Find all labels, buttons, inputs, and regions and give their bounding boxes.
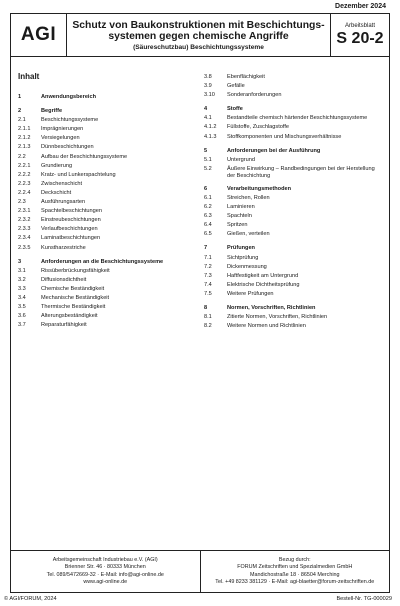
toc-entry: [204, 263, 384, 272]
toc-entry-title: Füllstoffe, Zuschlagstoffe: [227, 124, 289, 131]
toc-entry-number: 6.5: [204, 231, 212, 238]
toc-entry-number: 7.1: [204, 254, 212, 261]
toc-entry-number: 8.2: [204, 323, 212, 330]
toc-entry-title: Verarbeitungsmethoden: [227, 185, 292, 192]
toc-entry-title: Chemische Beständigkeit: [41, 285, 105, 292]
toc-entry: [204, 82, 384, 91]
toc-entry-number: 4.1.2: [204, 124, 217, 131]
toc-entry-title: Untergrund: [227, 156, 255, 163]
toc-entry-number: 2.3.1: [18, 208, 31, 215]
toc-entry-number: 8.1: [204, 314, 212, 321]
toc-entry: [18, 258, 198, 267]
toc-entry: [204, 304, 384, 313]
toc-entry: [204, 147, 384, 156]
toc-entry: [18, 162, 198, 171]
toc-entry-title: Laminatbeschichtungen: [41, 235, 101, 242]
table-of-contents: [10, 57, 390, 551]
toc-entry: [204, 272, 384, 281]
toc-entry-title: Zitierte Normen, Vorschriften, Richtlinien: [227, 314, 328, 321]
agi-logo: AGI: [11, 14, 67, 56]
toc-entry: [18, 267, 198, 276]
toc-entry: [204, 281, 384, 290]
toc-entry-title: Zwischenschicht: [41, 180, 83, 187]
toc-entry-title: Spachteln: [227, 213, 252, 220]
toc-entry: [204, 212, 384, 221]
toc-entry-number: 2.3.4: [18, 235, 31, 242]
toc-entry-number: 5: [204, 147, 208, 154]
toc-entry: [204, 313, 384, 322]
toc-entry-number: 6.4: [204, 222, 212, 229]
toc-entry: [18, 171, 198, 180]
toc-entry-number: 3.3: [18, 285, 26, 292]
toc-entry-number: 2.3: [18, 199, 26, 206]
toc-entry-title: Versiegelungen: [41, 135, 80, 142]
toc-entry-number: 7.5: [204, 290, 212, 297]
toc-entry-number: 3.6: [18, 313, 26, 320]
toc-entry-title: Sonderanforderungen: [227, 92, 282, 99]
toc-entry-title: Prüfungen: [227, 245, 255, 252]
toc-entry-title: Streichen, Rollen: [227, 194, 270, 201]
toc-entry-title: Ausführungsarten: [41, 199, 86, 206]
toc-entry: [18, 143, 198, 152]
toc-entry-number: 2.3.5: [18, 244, 31, 251]
toc-entry-number: 2: [18, 108, 22, 115]
toc-entry-number: 7.4: [204, 281, 212, 288]
toc-entry: [204, 203, 384, 212]
issue-date: Dezember 2024: [335, 3, 386, 10]
toc-entry-title: Begriffe: [41, 108, 63, 115]
footer-line: Bezug durch:: [278, 557, 311, 564]
toc-entry-title: Aufbau der Beschichtungssysteme: [41, 153, 128, 160]
toc-entry-number: 4.1: [204, 115, 212, 122]
toc-entry-number: 2.2.4: [18, 189, 31, 196]
publisher-info: [11, 551, 201, 592]
toc-entry: [18, 180, 198, 189]
toc-entry-title: Weitere Normen und Richtlinien: [227, 323, 306, 330]
toc-entry-number: 7: [204, 245, 208, 252]
toc-entry: [204, 165, 384, 180]
toc-entry-number: 2.2.3: [18, 180, 31, 187]
toc-entry-title: Deckschicht: [41, 189, 72, 196]
toc-entry-number: 3: [18, 258, 22, 265]
toc-entry: [204, 73, 384, 82]
toc-entry: [18, 134, 198, 143]
toc-entry: [204, 91, 384, 100]
toc-entry-title: Verlaufbeschichtungen: [41, 226, 98, 233]
toc-entry: [18, 93, 198, 102]
toc-entry-title: Dünnbeschichtungen: [41, 144, 94, 151]
document-footer: [10, 551, 390, 593]
toc-heading: Inhalt: [18, 72, 40, 81]
toc-entry: [18, 189, 198, 198]
toc-entry-title: Weitere Prüfungen: [227, 290, 274, 297]
toc-entry-title: Thermische Beständigkeit: [41, 304, 106, 311]
toc-entry: [204, 194, 384, 203]
toc-entry-title: Spritzen: [227, 222, 248, 229]
footer-line: www.agi-online.de: [83, 578, 128, 585]
copyright: © AGI/FORUM, 2024: [4, 596, 57, 602]
toc-entry-title: Mechanische Beständigkeit: [41, 294, 110, 301]
toc-entry: [18, 234, 198, 243]
toc-entry: [204, 254, 384, 263]
sheet-label: Arbeitsblatt: [344, 23, 375, 29]
toc-entry-title: Haftfestigkeit am Untergrund: [227, 272, 299, 279]
toc-entry-title: Kunstharzestriche: [41, 244, 86, 251]
toc-entry: [18, 276, 198, 285]
toc-entry-number: 7.2: [204, 263, 212, 270]
toc-entry-title: Reparaturfähigkeit: [41, 322, 87, 329]
toc-entry-title: Anwendungsbereich: [41, 94, 97, 100]
document-subtitle: (Säureschutzbau) Beschichtungssysteme: [133, 43, 264, 51]
footer-line: Tel. 089/5472669-32 · E-Mail: info@agi-online.de: [46, 571, 164, 578]
toc-entry-number: 5.2: [204, 165, 212, 172]
toc-entry: [18, 303, 198, 312]
toc-entry-number: 3.8: [204, 74, 212, 80]
toc-entry: [204, 105, 384, 114]
toc-entry-title: Stoffe: [227, 106, 243, 113]
toc-left-column: [18, 93, 198, 330]
toc-entry-number: 3.7: [18, 322, 26, 329]
toc-entry-number: 1: [18, 94, 22, 100]
toc-entry-title: Anforderungen bei der Ausführung: [227, 147, 321, 154]
toc-entry-number: 6.3: [204, 213, 212, 220]
toc-entry-number: 2.3.2: [18, 217, 31, 224]
toc-entry-title: Normen, Vorschriften, Richtlinien: [227, 304, 316, 311]
toc-entry: [204, 123, 384, 132]
toc-entry-number: 3.10: [204, 92, 215, 99]
toc-entry-title: Stoffkomponenten und Mischungsverhältnisse: [227, 133, 342, 140]
toc-entry-title: Rissüberbrückungsfähigkeit: [41, 267, 110, 274]
toc-entry-number: 2.1.1: [18, 126, 31, 133]
toc-entry-number: 3.2: [18, 276, 26, 283]
toc-entry-title: Bestandteile chemisch härtender Beschichtungssysteme: [227, 115, 368, 122]
toc-entry: [204, 322, 384, 331]
toc-entry-title: Äußere Einwirkung – Randbedingungen bei der Herstellung der Beschichtung: [227, 165, 375, 179]
toc-entry: [204, 133, 384, 142]
toc-entry-title: Anforderungen an die Beschichtungssysteme: [41, 258, 164, 265]
toc-entry: [18, 285, 198, 294]
footer-line: Arbeitsgemeinschaft Industriebau e.V. (AGI): [52, 557, 158, 564]
toc-entry: [18, 125, 198, 134]
toc-entry: [204, 185, 384, 194]
toc-entry: [204, 114, 384, 123]
toc-entry-title: Elektrische Dichtheitsprüfung: [227, 281, 300, 288]
sheet-number: S 20-2: [336, 30, 384, 47]
toc-entry-number: 8: [204, 304, 208, 311]
toc-entry: [18, 244, 198, 253]
toc-entry: [18, 116, 198, 125]
toc-entry-title: Dickenmessung: [227, 263, 267, 270]
toc-entry-title: Imprägnierungen: [41, 126, 84, 133]
footer-line: Mandichostraße 18 · 86504 Merching: [249, 571, 340, 578]
toc-entry: [18, 312, 198, 321]
toc-entry-number: 6.2: [204, 204, 212, 211]
toc-entry-number: 5.1: [204, 156, 212, 163]
toc-entry-number: 4: [204, 106, 208, 113]
toc-entry-title: Gefälle: [227, 83, 245, 90]
footer-line: FORUM Zeitschriften und Spezialmedien GmbH: [237, 564, 353, 571]
footer-line: Brienner Str. 46 · 80333 München: [64, 564, 146, 571]
footer-line: Tel. +49 8233 381129 · E-Mail: agi-blaetter@forum-zeitschriften.de: [215, 578, 375, 585]
toc-entry-title: Sichtprüfung: [227, 254, 259, 261]
toc-entry: [18, 216, 198, 225]
toc-entry-title: Kratz- und Lunkerspachtelung: [41, 171, 116, 178]
distributor-info: [201, 551, 390, 592]
toc-entry-number: 6.1: [204, 194, 212, 201]
toc-entry-number: 3.5: [18, 304, 26, 311]
toc-entry-title: Gießen, verteilen: [227, 231, 270, 238]
toc-entry-number: 2.1.2: [18, 135, 31, 142]
title-box: [67, 14, 331, 56]
order-number: Bestell-Nr. TG-000029: [336, 596, 392, 602]
toc-entry: [204, 156, 384, 165]
toc-right-column: [204, 73, 384, 331]
toc-entry-title: Grundierung: [41, 162, 73, 169]
toc-entry-number: 3.1: [18, 267, 26, 274]
toc-entry-title: Beschichtungssysteme: [41, 117, 99, 124]
title-line-1: Schutz von Baukonstruktionen mit Beschichtungs-: [72, 19, 325, 31]
toc-entry-number: 2.2.2: [18, 171, 31, 178]
toc-entry: [18, 225, 198, 234]
title-line-2: systemen gegen chemische Angriffe: [108, 30, 289, 42]
toc-entry-number: 2.1.3: [18, 144, 31, 151]
toc-entry: [204, 244, 384, 253]
toc-entry: [18, 153, 198, 162]
toc-entry-number: 4.1.3: [204, 133, 217, 140]
toc-entry: [18, 294, 198, 303]
toc-entry: [204, 221, 384, 230]
toc-entry: [18, 207, 198, 216]
toc-entry-title: Alterungsbeständigkeit: [41, 313, 98, 320]
sheet-box: [331, 14, 389, 56]
toc-entry-title: Einstreubeschichtungen: [41, 217, 101, 224]
toc-entry-number: 2.3.3: [18, 226, 31, 233]
toc-entry-number: 3.9: [204, 83, 212, 90]
toc-entry: [204, 290, 384, 299]
toc-entry-title: Laminieren: [227, 204, 255, 211]
toc-entry: [204, 230, 384, 239]
document-header: [10, 13, 390, 57]
toc-entry: [18, 198, 198, 207]
toc-entry-title: Diffusionsdichtheit: [41, 276, 87, 283]
toc-entry-title: Ebenflächigkeit: [227, 74, 265, 80]
toc-entry-number: 3.4: [18, 294, 26, 301]
toc-entry-number: 2.2: [18, 153, 26, 160]
toc-entry-number: 2.1: [18, 117, 26, 124]
toc-entry-title: Spachtelbeschichtungen: [41, 208, 102, 215]
toc-entry-number: 2.2.1: [18, 162, 31, 169]
toc-entry-number: 7.3: [204, 272, 212, 279]
toc-entry-number: 6: [204, 185, 208, 192]
toc-entry: [18, 321, 198, 330]
toc-entry: [18, 107, 198, 116]
